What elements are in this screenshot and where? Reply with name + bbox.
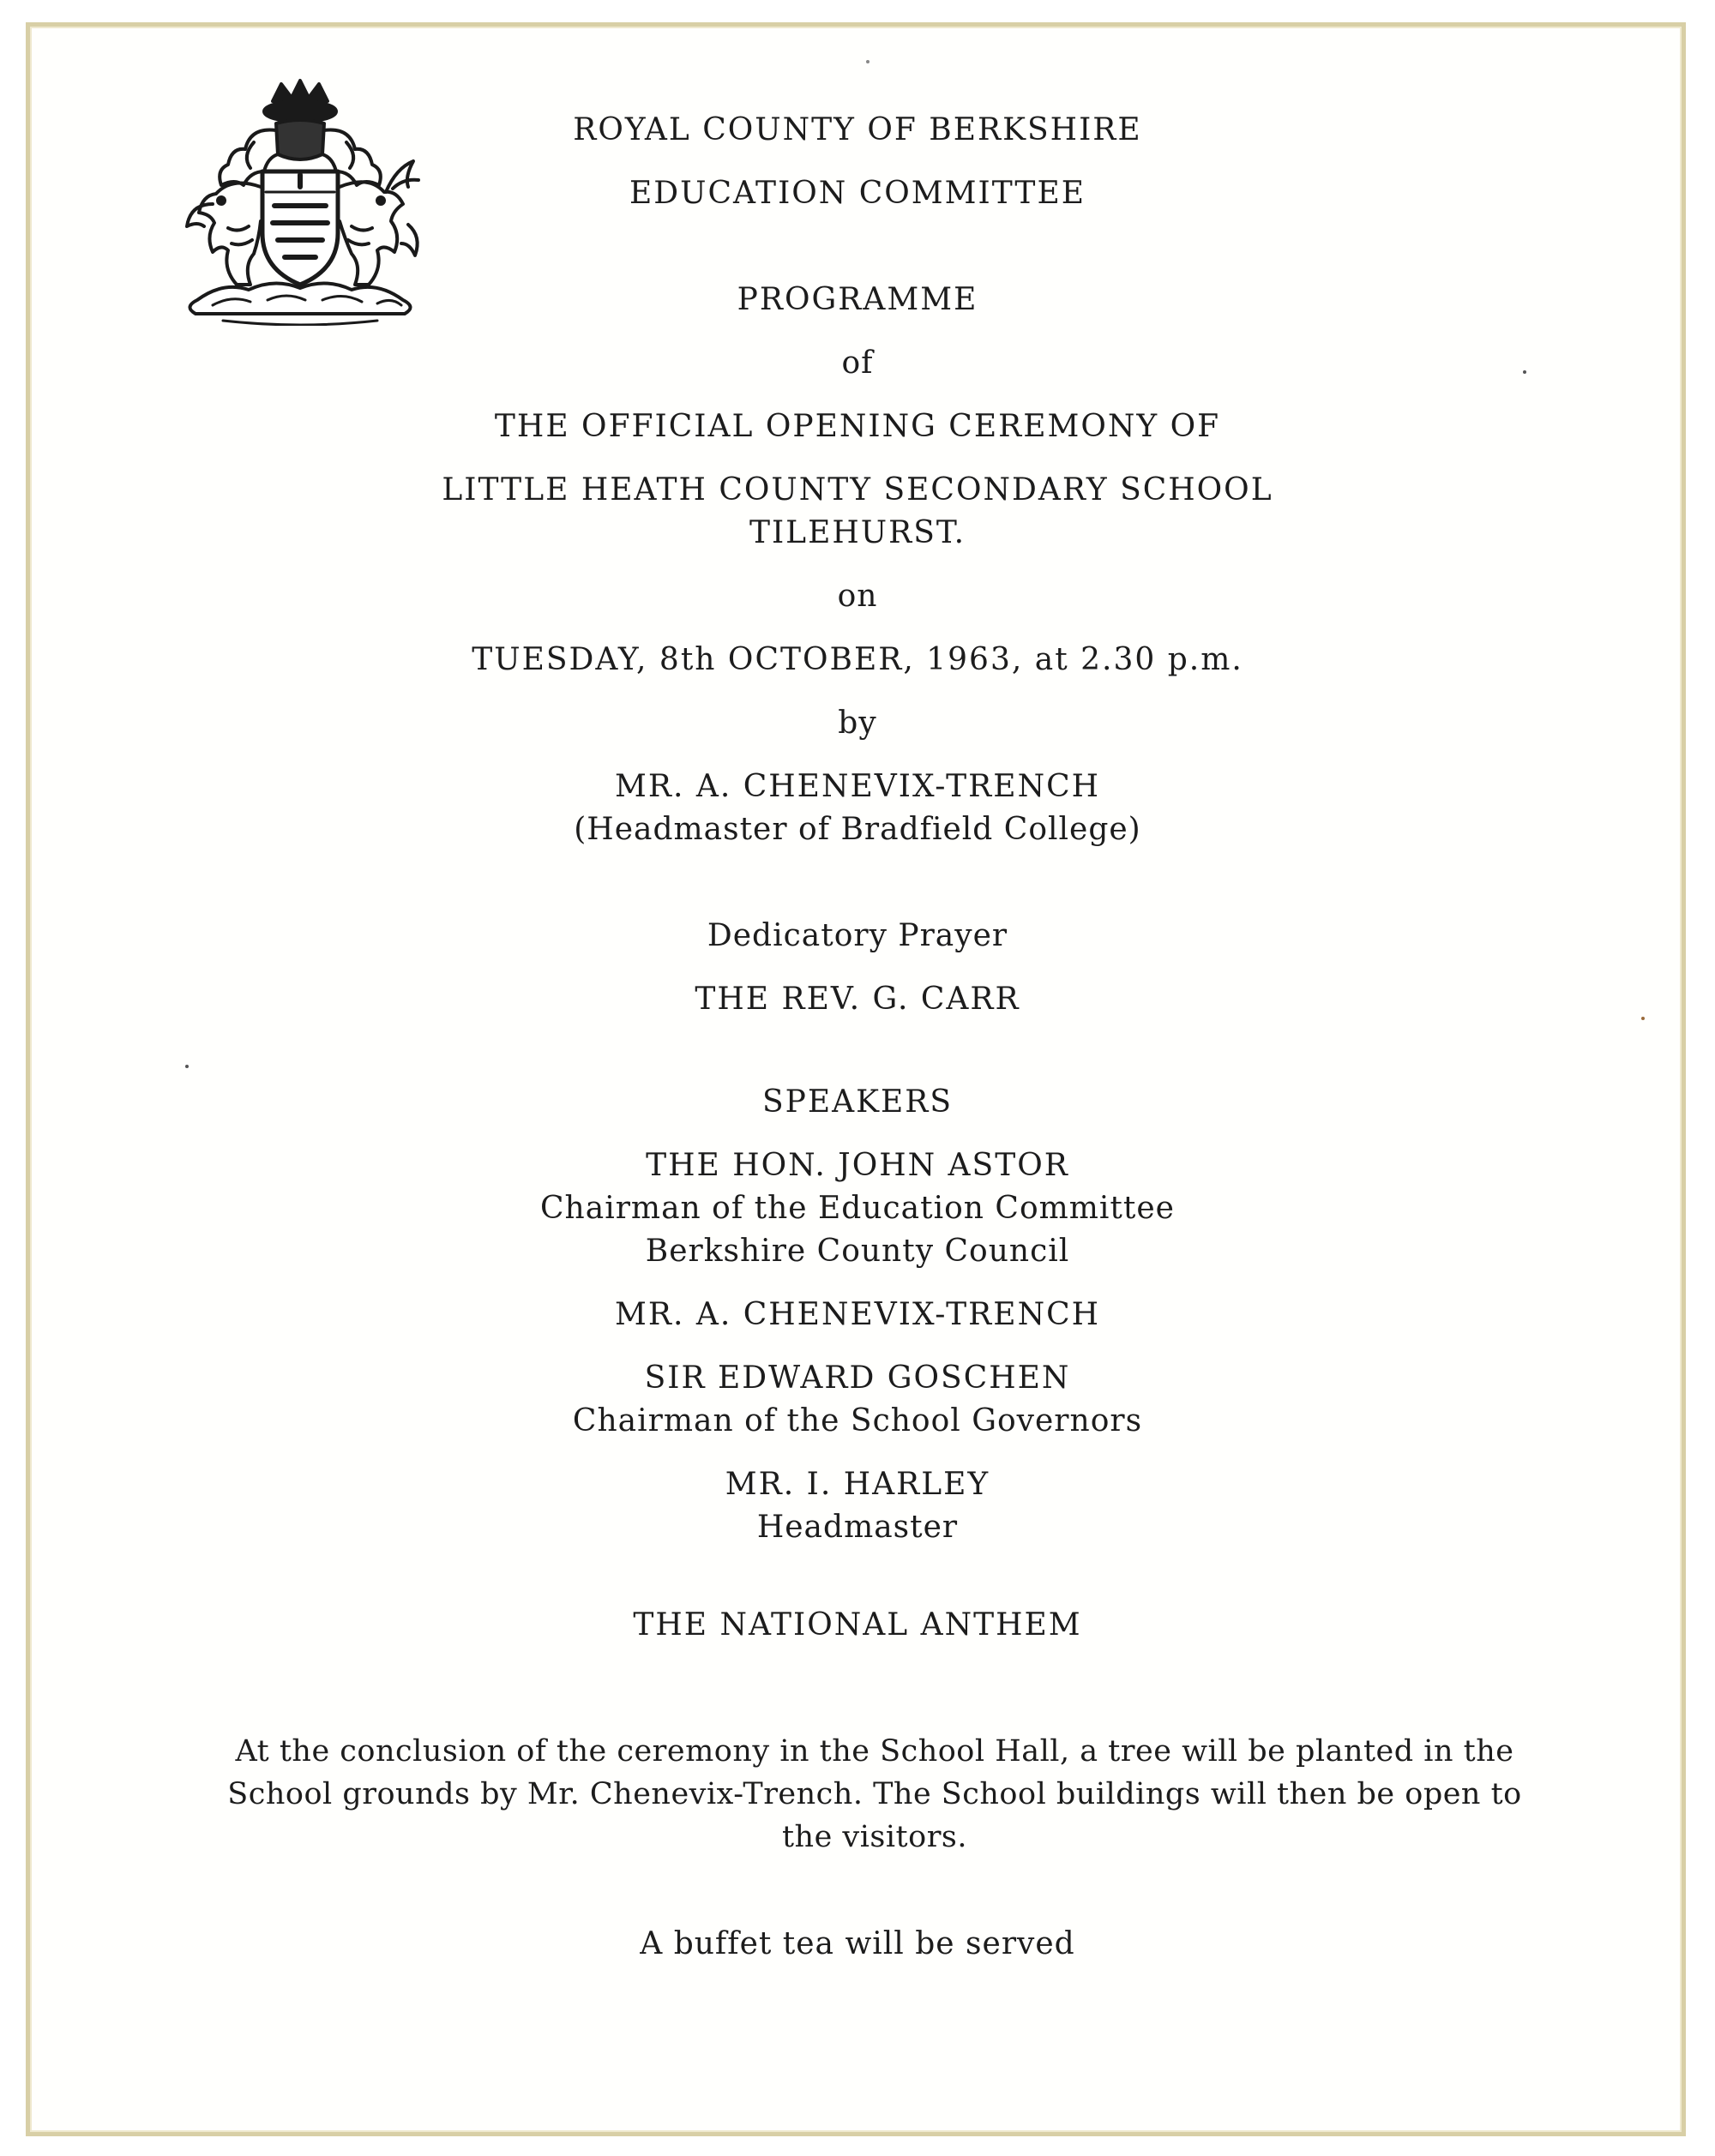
- opener-name: MR. A. CHENEVIX-TRENCH: [614, 769, 1101, 804]
- opener-title: (Headmaster of Bradfield College): [574, 812, 1141, 847]
- speaker-name: MR. I. HARLEY: [725, 1467, 990, 1502]
- speaker-role: Chairman of the Education Committee: [540, 1191, 1175, 1226]
- event-date: TUESDAY, 8th OCTOBER, 1963, at 2.30 p.m.: [472, 642, 1243, 677]
- speaker-name: MR. A. CHENEVIX-TRENCH: [614, 1297, 1101, 1332]
- authority-title: ROYAL COUNTY OF BERKSHIRE: [573, 112, 1142, 147]
- paper-speck: [185, 1065, 189, 1068]
- paper-speck: [866, 60, 870, 63]
- school-name: LITTLE HEATH COUNTY SECONDARY SCHOOL: [442, 472, 1273, 507]
- of-text: of: [841, 345, 874, 381]
- speaker-role: Chairman of the School Governors: [572, 1403, 1143, 1438]
- speaker-role: Headmaster: [756, 1510, 959, 1545]
- speakers-heading: SPEAKERS: [761, 1084, 954, 1120]
- event-title: THE OFFICIAL OPENING CEREMONY OF: [494, 409, 1221, 444]
- school-location: TILEHURST.: [749, 515, 966, 550]
- programme-heading: PROGRAMME: [737, 282, 978, 317]
- speaker-name: SIR EDWARD GOSCHEN: [644, 1360, 1071, 1396]
- prayer-label: Dedicatory Prayer: [707, 918, 1008, 953]
- paper-speck: [1641, 1017, 1645, 1020]
- committee-title: EDUCATION COMMITTEE: [629, 176, 1086, 211]
- national-anthem: THE NATIONAL ANTHEM: [633, 1607, 1082, 1643]
- paper-speck: [1523, 370, 1526, 374]
- speaker-name: THE HON. JOHN ASTOR: [646, 1148, 1069, 1183]
- refreshments-note: A buffet tea will be served: [640, 1926, 1075, 1961]
- on-text: on: [837, 579, 878, 614]
- speaker-role: Berkshire County Council: [645, 1234, 1070, 1269]
- closing-note: At the conclusion of the ceremony in the School Hall, a tree will be planted in the School grounds by Mr. Chenevix-Trench. The School buildings will then be open to the visitors.: [227, 1734, 1522, 1854]
- prayer-officiant: THE REV. G. CARR: [695, 982, 1020, 1017]
- by-text: by: [838, 706, 877, 741]
